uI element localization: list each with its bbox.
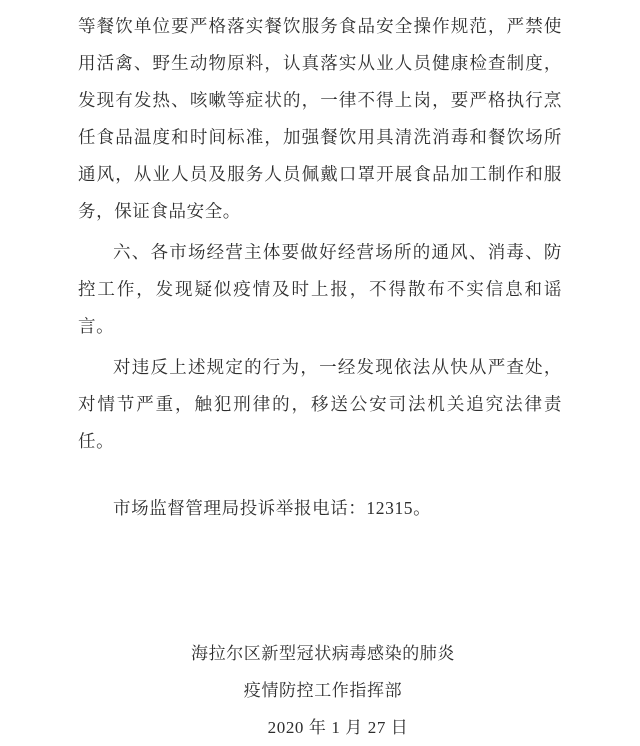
signature-block <box>78 635 562 746</box>
issue-date: 2020 年 1 月 27 日 <box>267 718 409 737</box>
paragraph-penalty: 对违反上述规定的行为，一经发现依法从快从严查处，对情节严重，触犯刑律的，移送公安司法机关追究法律责任。 <box>78 357 562 451</box>
issuing-organization-line-1: 海拉尔区新型冠状病毒感染的肺炎 <box>191 644 455 663</box>
complaint-hotline-line: 市场监督管理局投诉举报电话：12315。 <box>113 498 432 518</box>
paragraph-item-six: 六、各市场经营主体要做好经营场所的通风、消毒、防控工作，发现疑似疫情及时上报，不得散布不实信息和谣言。 <box>78 242 562 336</box>
paragraph-catering-rules: 等餐饮单位要严格落实餐饮服务食品安全操作规范，严禁使用活禽、野生动物原料，认真落实从业人员健康检查制度，发现有发热、咳嗽等症状的，一律不得上岗，要严格执行烹任食品温度和时间标准，加强餐饮用具清洗消毒和餐饮场所通风，从业人员及服务人员佩戴口罩开展食品加工制作和服务，保证食品安全。 <box>78 16 562 221</box>
issuing-organization-line-2: 疫情防控工作指挥部 <box>243 681 403 700</box>
section-spacer <box>78 460 562 490</box>
